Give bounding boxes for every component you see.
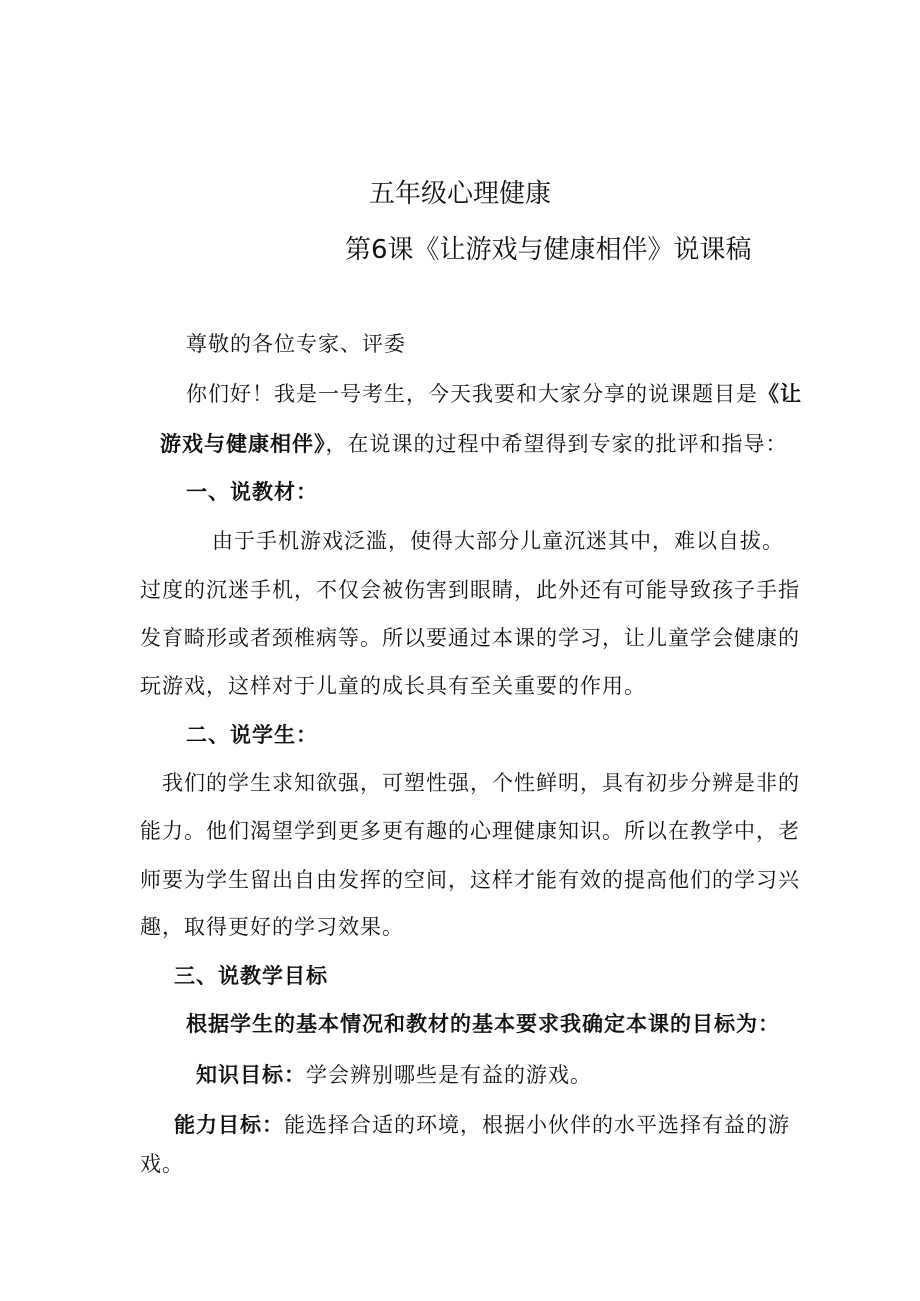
doc-title-line1: 五年级心理健康	[369, 179, 552, 209]
salutation: 尊敬的各位专家、评委	[186, 332, 406, 356]
intro-text: 你们好！我是一号考生，今天我要和大家分享的说课题目是	[186, 382, 758, 406]
section2-line2: 能力。他们渴望学到更多更有趣的心理健康知识。所以在教学中，老	[140, 819, 800, 843]
section1-heading: 一、说教材：	[186, 479, 318, 504]
section1-line3: 发育畸形或者颈椎病等。所以要通过本课的学习，让儿童学会健康的	[140, 626, 800, 650]
section2-heading: 二、说学生：	[186, 722, 318, 747]
section3-intro: 根据学生的基本情况和教材的基本要求我确定本课的目标为：	[186, 1011, 780, 1036]
ability-goal-text: 能选择合适的环境，根据小伙伴的水平选择有益的游	[284, 1113, 790, 1137]
intro-course-title-end: 游戏与健康相伴》	[160, 431, 326, 456]
section1-line2: 过度的沉迷手机，不仅会被伤害到眼睛，此外还有可能导致孩子手指	[140, 578, 800, 602]
intro-line1	[186, 380, 802, 408]
ability-goal-cont: 戏。	[140, 1152, 184, 1176]
section2-line1: 我们的学生求知欲强，可塑性强，个性鲜明，具有初步分辨是非的	[162, 771, 800, 795]
intro-text-cont: ，在说课的过程中希望得到专家的批评和指导：	[325, 432, 788, 456]
intro-line2	[160, 430, 788, 458]
doc-title-line2: 第6课《让游戏与健康相伴》说课稿	[345, 235, 752, 265]
section1-line4: 玩游戏，这样对于儿童的成长具有至关重要的作用。	[140, 674, 646, 698]
knowledge-goal-text: 学会辨别哪些是有益的游戏。	[306, 1063, 592, 1087]
section1-line1: 由于手机游戏泛滥，使得大部分儿童沉迷其中，难以自拔。	[212, 529, 784, 553]
ability-goal	[174, 1111, 790, 1139]
intro-course-title-start: 《让	[758, 381, 802, 406]
section2-line4: 趣，取得更好的学习效果。	[140, 915, 404, 939]
knowledge-goal	[196, 1061, 592, 1089]
knowledge-goal-label: 知识目标：	[196, 1062, 306, 1087]
section3-heading: 三、说教学目标	[174, 963, 328, 988]
section2-line3: 师要为学生留出自由发挥的空间，这样才能有效的提高他们的学习兴	[140, 868, 800, 892]
ability-goal-label: 能力目标：	[174, 1112, 284, 1137]
